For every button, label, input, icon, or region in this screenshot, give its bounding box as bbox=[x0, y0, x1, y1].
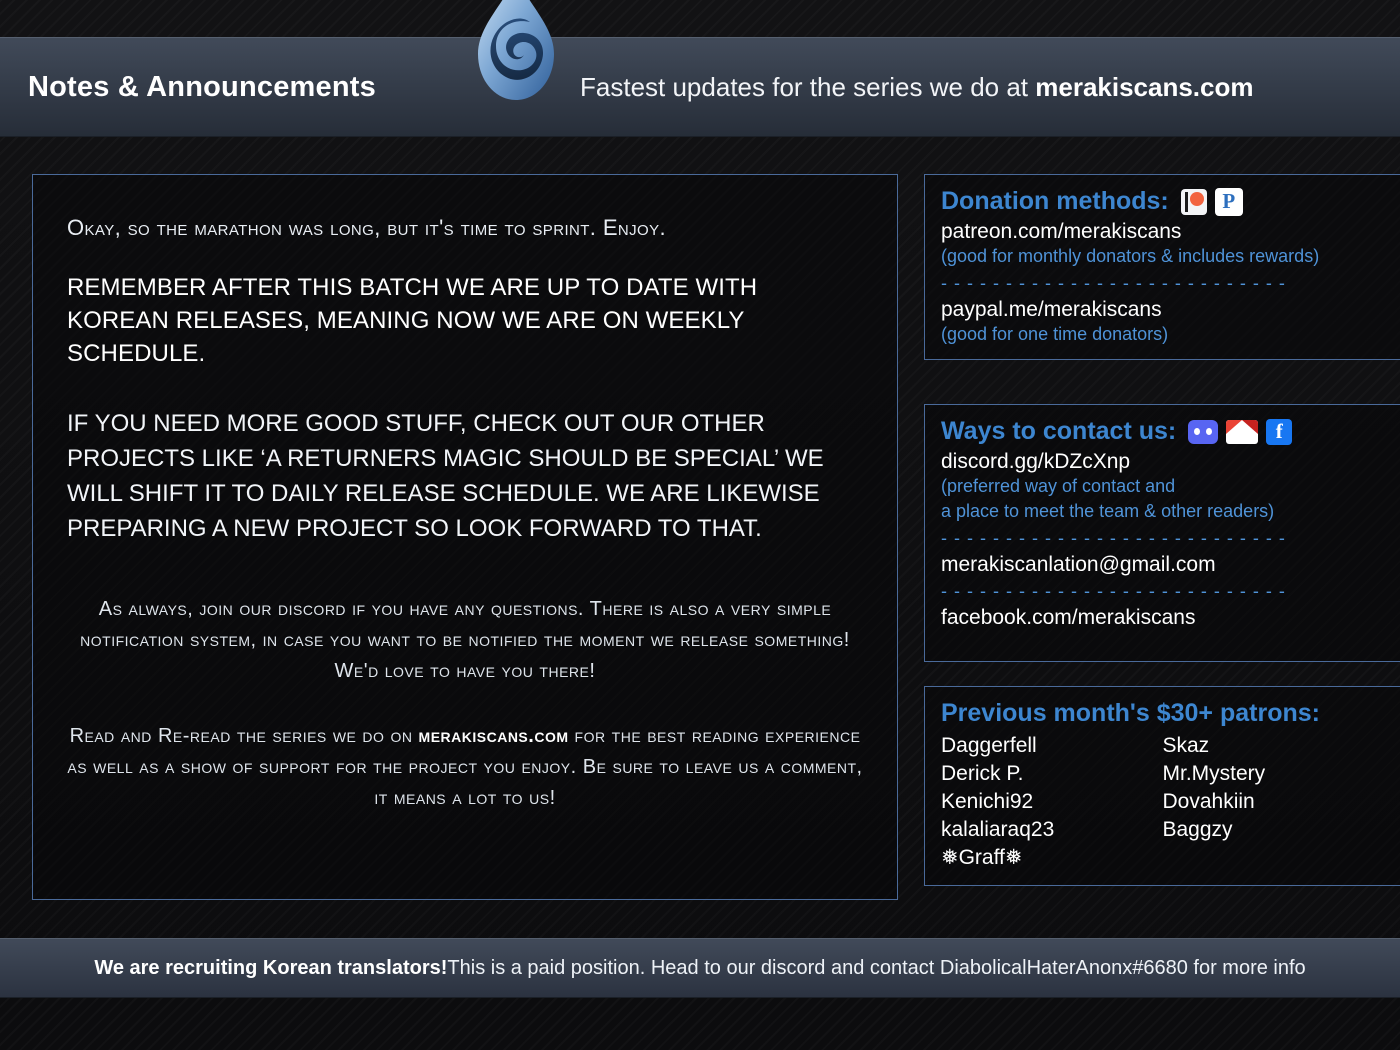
notes-discord-note: As always, join our discord if you have any questions. There is also a very simple notification system, in case you want to be notified the moment we release something! We'd love to have you there! bbox=[80, 598, 850, 682]
footer-bar bbox=[0, 938, 1400, 998]
patreon-icon bbox=[1181, 189, 1207, 215]
patreon-note: (good for monthly donators & includes rewards) bbox=[941, 246, 1320, 266]
donation-methods-card bbox=[924, 174, 1400, 360]
discord-note-line-2: a place to meet the team & other readers) bbox=[941, 501, 1275, 521]
notes-read-note-suffix: for the best reading experience as well as a show of support for the project you enjoy. Be sure to leave us a comment, it means a lot to us! bbox=[67, 725, 863, 809]
donation-card-title bbox=[941, 187, 1384, 216]
contact-card-title-text: Ways to contact us: bbox=[941, 417, 1177, 445]
paypal-icon: P bbox=[1215, 188, 1243, 216]
list-item: Kenichi92 bbox=[941, 790, 1034, 813]
discord-icon bbox=[1188, 420, 1218, 444]
divider-dashes: - - - - - - - - - - - - - - - - - - - - - - - - - - - bbox=[941, 273, 1286, 293]
header-subtitle-site: merakiscans.com bbox=[1035, 71, 1254, 102]
notes-caps-block-2: IF YOU NEED MORE GOOD STUFF, CHECK OUT OUR OTHER PROJECTS LIKE ‘A RETURNERS MAGIC SHOULD BE SPECIAL’ WE WILL SHIFT IT TO DAILY RELEASE SCHEDULE. WE ARE LIKEWISE PREPARING A NEW PROJECT SO LOOK FORWARD TO THAT. bbox=[67, 410, 824, 542]
contact-card bbox=[924, 404, 1400, 662]
water-drop-logo bbox=[468, 0, 564, 110]
patrons-column-1 bbox=[941, 732, 1163, 872]
notes-intro: Okay, so the marathon was long, but it's time to sprint. Enjoy. bbox=[67, 215, 667, 240]
patrons-card-title bbox=[941, 699, 1384, 728]
list-item: kalaliaraq23 bbox=[941, 818, 1055, 841]
notes-panel bbox=[32, 174, 898, 900]
facebook-icon: f bbox=[1266, 419, 1292, 445]
divider-dashes: - - - - - - - - - - - - - - - - - - - - - - - - - - - bbox=[941, 581, 1286, 601]
gmail-icon bbox=[1226, 420, 1258, 444]
divider-dashes: - - - - - - - - - - - - - - - - - - - - - - - - - - - bbox=[941, 528, 1286, 548]
email-address[interactable]: merakiscanlation@gmail.com bbox=[941, 553, 1216, 576]
page-title: Notes & Announcements bbox=[28, 70, 376, 103]
facebook-link[interactable]: facebook.com/merakiscans bbox=[941, 606, 1196, 629]
paypal-note: (good for one time donators) bbox=[941, 324, 1169, 344]
donation-card-title-text: Donation methods: bbox=[941, 187, 1169, 215]
list-item: Mr.Mystery bbox=[1162, 762, 1266, 785]
list-item: ❅Graff❅ bbox=[941, 846, 1023, 869]
list-item: Skaz bbox=[1162, 734, 1210, 757]
notes-read-note-site: merakiscans.com bbox=[418, 725, 569, 747]
list-item: Dovahkiin bbox=[1162, 790, 1255, 813]
notes-read-note-prefix: Read and Re-read the series we do on bbox=[69, 725, 419, 747]
list-item: Daggerfell bbox=[941, 734, 1037, 757]
header-bar bbox=[0, 37, 1400, 137]
patrons-column-2 bbox=[1163, 732, 1385, 872]
patrons-columns bbox=[941, 732, 1384, 872]
notes-read-note bbox=[67, 721, 863, 814]
recruiting-notice bbox=[94, 957, 1305, 980]
list-item: Derick P. bbox=[941, 762, 1024, 785]
patrons-card-title-text: Previous month's $30+ patrons: bbox=[941, 699, 1320, 727]
paypal-link[interactable]: paypal.me/merakiscans bbox=[941, 298, 1162, 321]
header-subtitle-text: Fastest updates for the series we do at bbox=[580, 71, 1036, 102]
header-subtitle bbox=[580, 72, 1254, 103]
patreon-link[interactable]: patreon.com/merakiscans bbox=[941, 220, 1182, 243]
patrons-card bbox=[924, 686, 1400, 886]
list-item: Baggzy bbox=[1162, 818, 1233, 841]
notes-caps-block: REMEMBER AFTER THIS BATCH WE ARE UP TO DATE WITH KOREAN RELEASES, MEANING NOW WE ARE ON WEEKLY SCHEDULE. bbox=[67, 274, 758, 367]
contact-card-title bbox=[941, 417, 1384, 446]
discord-note-line-1: (preferred way of contact and bbox=[941, 476, 1176, 496]
recruiting-highlight: We are recruiting Korean translators! bbox=[94, 956, 448, 979]
discord-link[interactable]: discord.gg/kDZcXnp bbox=[941, 450, 1131, 473]
recruiting-rest: This is a paid position. Head to our discord and contact DiabolicalHaterAnonx#6680 for more info bbox=[447, 956, 1306, 979]
